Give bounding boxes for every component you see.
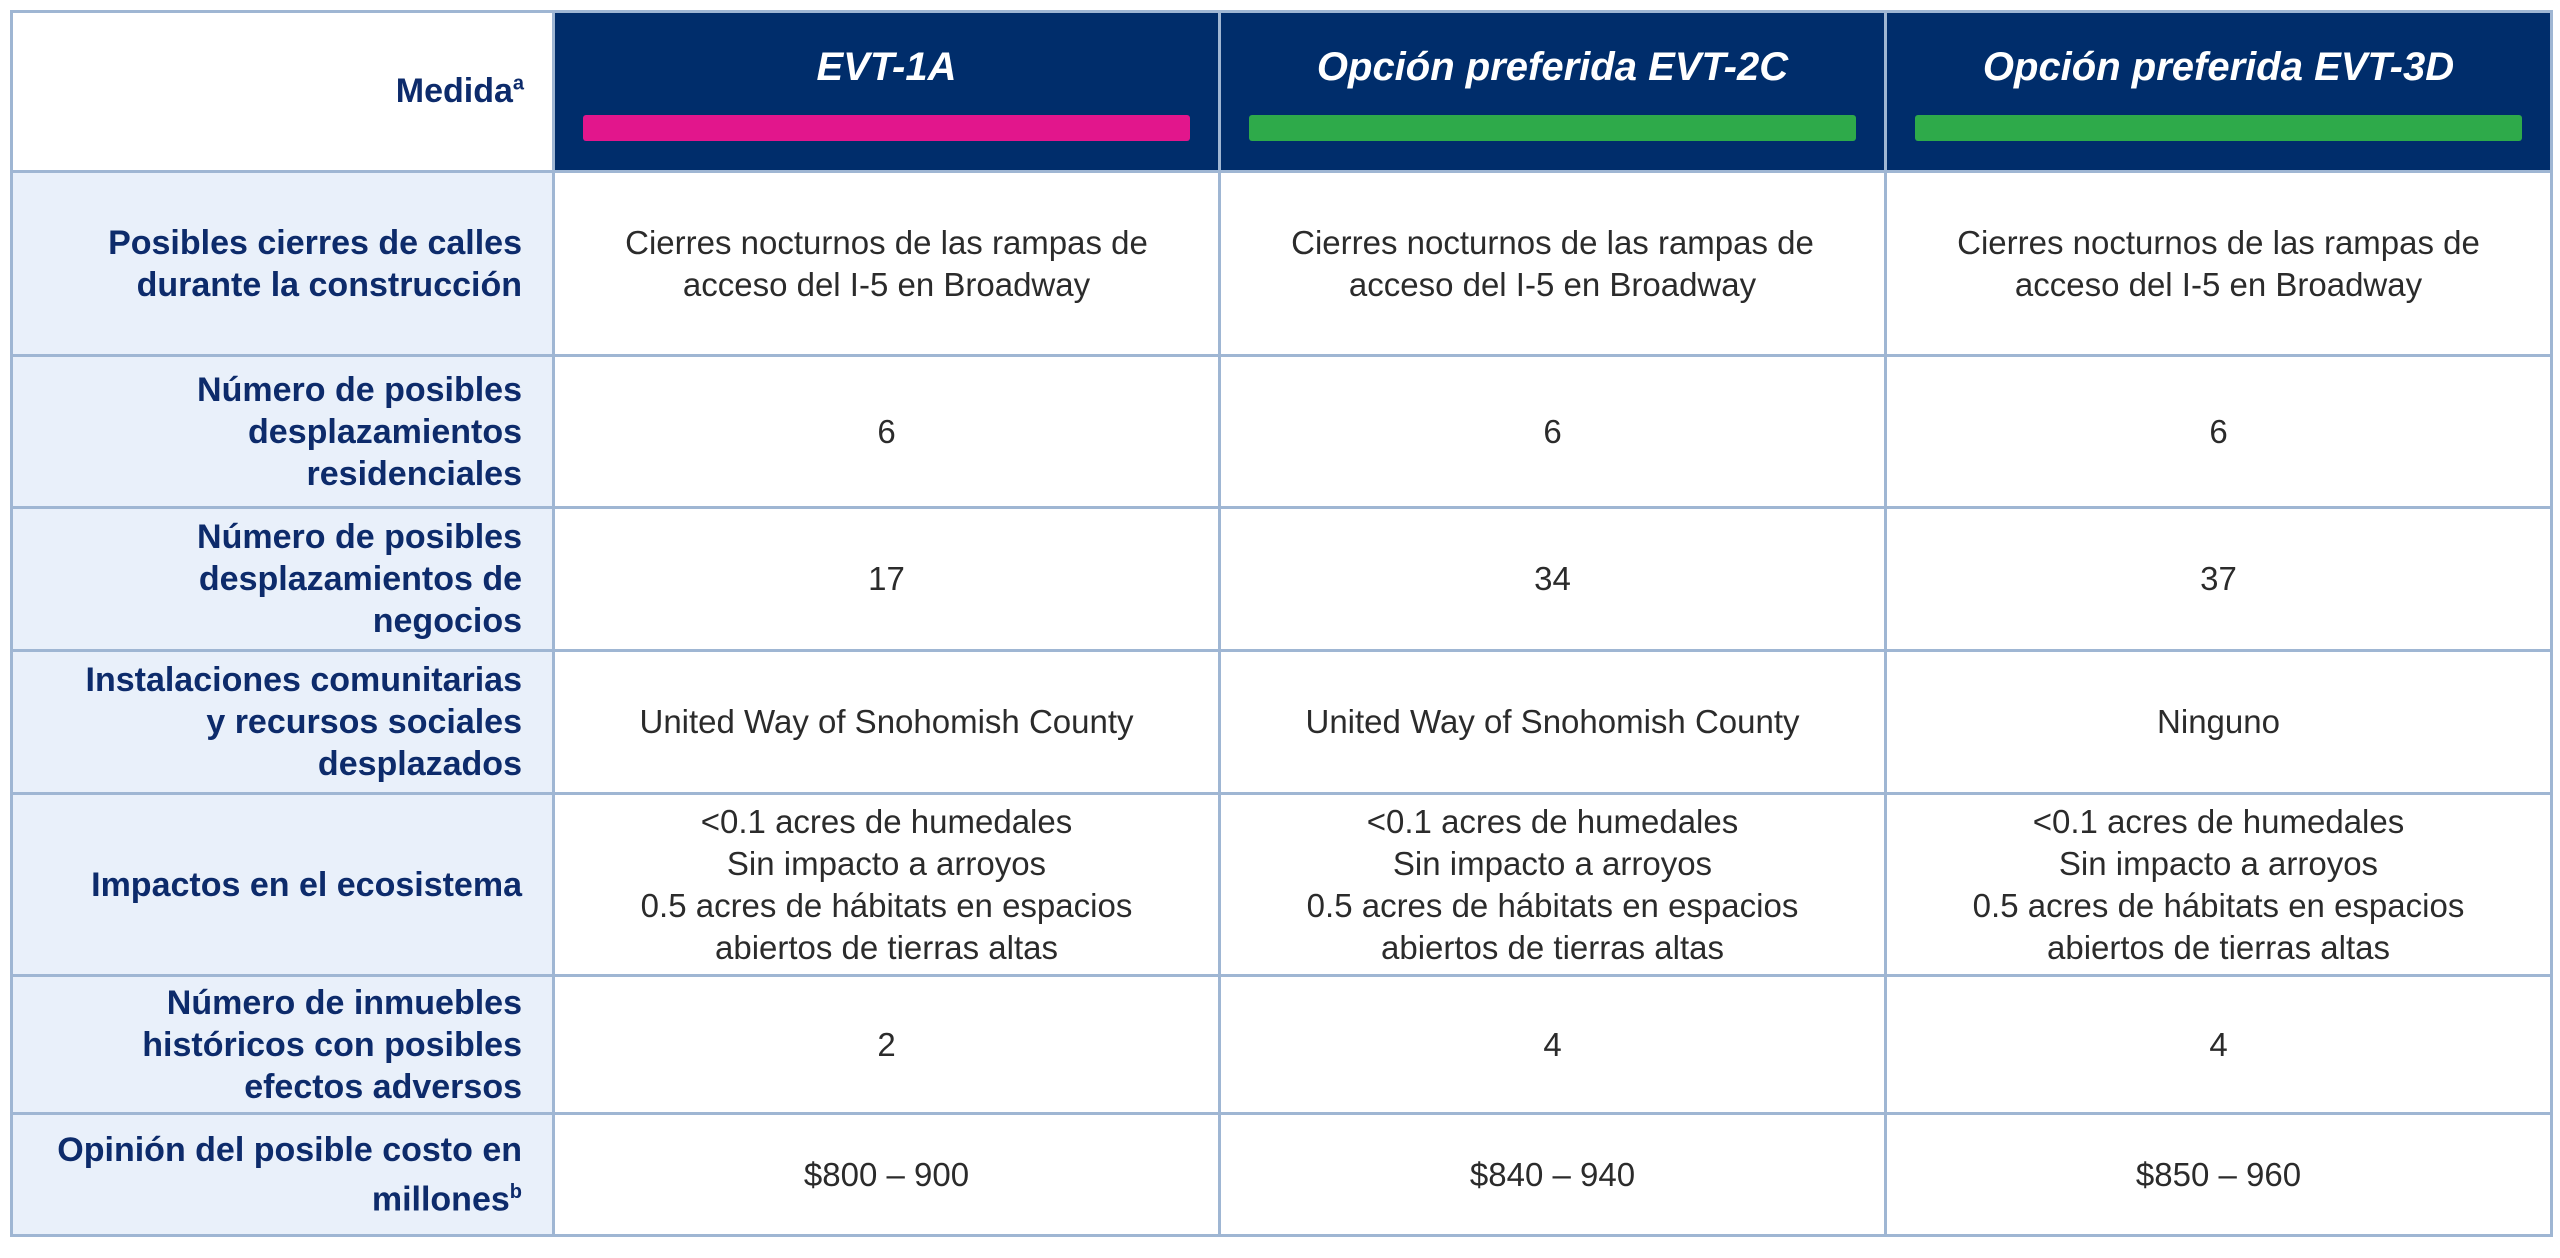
table-cell xyxy=(554,976,1220,1114)
row-label-line: residenciales xyxy=(306,454,522,493)
row-label xyxy=(12,356,554,508)
cell-text-line: abiertos de tierras altas xyxy=(714,928,1058,966)
cell-text-line: acceso del I-5 en Broadway xyxy=(1348,265,1757,303)
table-cell xyxy=(1886,1114,2552,1236)
measure-footnote-marker: a xyxy=(512,72,524,95)
table-cell xyxy=(1220,976,1886,1114)
cell-text-line: 6 xyxy=(877,412,896,450)
table-cell xyxy=(554,651,1220,794)
cell-text-line: Cierres nocturnos de las rampas de xyxy=(625,223,1148,261)
cell-text-line: Cierres nocturnos de las rampas de xyxy=(1291,223,1814,261)
row-label xyxy=(12,508,554,651)
row-label-line: Opinión del posible costo en xyxy=(57,1130,522,1169)
table-row xyxy=(12,1114,2552,1236)
cell-text-line: <0.1 acres de humedales xyxy=(2032,802,2405,840)
option-color-bar xyxy=(583,115,1190,141)
row-label-line: desplazamientos de xyxy=(198,560,522,598)
table-row xyxy=(12,976,2552,1114)
table-cell xyxy=(1886,172,2552,356)
option-color-bar xyxy=(1249,115,1856,141)
cell-text-line: $850 – 960 xyxy=(2135,1155,2302,1193)
cell-text-line: Sin impacto a arroyos xyxy=(2058,844,2379,882)
table-cell xyxy=(554,172,1220,356)
table-cell xyxy=(1886,508,2552,651)
table-row xyxy=(12,651,2552,794)
row-label xyxy=(12,976,554,1114)
cell-text-line: acceso del I-5 en Broadway xyxy=(2014,265,2423,303)
cell-text-line: 37 xyxy=(2200,560,2237,597)
cell-text-line: 6 xyxy=(1543,412,1562,450)
cell-text-line: $800 – 900 xyxy=(803,1155,970,1193)
cell-text-line: 17 xyxy=(868,560,905,597)
row-label-line: negocios xyxy=(372,602,522,640)
cell-text-line: 4 xyxy=(2209,1025,2228,1063)
cell-text-line: 2 xyxy=(877,1025,896,1063)
cell-text-line: United Way of Snohomish County xyxy=(1305,703,1800,740)
row-label-line: desplazados xyxy=(317,745,522,783)
comparison-table-wrapper xyxy=(10,10,2553,1237)
row-label-line: efectos adversos xyxy=(244,1067,522,1106)
option-title: Opción preferida EVT-2C xyxy=(1316,45,1789,89)
table-cell xyxy=(1886,976,2552,1114)
row-label xyxy=(12,651,554,794)
table-cell xyxy=(554,1114,1220,1236)
cell-text-line: 0.5 acres de hábitats en espacios xyxy=(1306,886,1799,924)
table-cell xyxy=(1886,651,2552,794)
row-label-line: Número de posibles xyxy=(197,518,522,556)
cell-text-line: Ninguno xyxy=(2157,703,2280,740)
cell-text-line: 4 xyxy=(1543,1025,1562,1063)
measure-header-label: Medida xyxy=(395,72,513,110)
cell-text-line: 0.5 acres de hábitats en espacios xyxy=(1972,886,2465,924)
table-cell xyxy=(554,508,1220,651)
table-row xyxy=(12,508,2552,651)
option-color-bar xyxy=(1915,115,2522,141)
cell-text-line: Sin impacto a arroyos xyxy=(1392,844,1713,882)
cell-text-line: abiertos de tierras altas xyxy=(2046,928,2390,966)
table-cell xyxy=(554,356,1220,508)
cell-text-line: abiertos de tierras altas xyxy=(1380,928,1724,966)
row-label-line xyxy=(33,1171,522,1220)
row-label xyxy=(12,794,554,976)
table-cell xyxy=(1886,794,2552,976)
row-label-line: Posibles cierres de calles xyxy=(108,223,522,262)
table-row xyxy=(12,794,2552,976)
header-row xyxy=(12,12,2552,172)
table-row xyxy=(12,172,2552,356)
cell-text-line: acceso del I-5 en Broadway xyxy=(682,265,1091,303)
table-cell xyxy=(1220,794,1886,976)
row-label-text: millones xyxy=(371,1180,510,1219)
row-label-line: Número de inmuebles xyxy=(166,983,522,1022)
cell-text-line: Cierres nocturnos de las rampas de xyxy=(1957,223,2480,261)
row-label-line: Impactos en el ecosistema xyxy=(91,865,522,904)
row-label-line: históricos con posibles xyxy=(142,1025,522,1064)
cell-text-line: 0.5 acres de hábitats en espacios xyxy=(640,886,1133,924)
table-cell xyxy=(554,794,1220,976)
option-title: EVT-1A xyxy=(816,45,957,89)
table-cell xyxy=(1220,1114,1886,1236)
row-footnote-marker: b xyxy=(509,1180,522,1203)
row-label-line: Instalaciones comunitarias xyxy=(85,661,522,699)
measure-header xyxy=(12,12,554,172)
table-cell xyxy=(1220,356,1886,508)
option-header-evt-3d xyxy=(1886,12,2552,172)
table-cell xyxy=(1886,356,2552,508)
option-title: Opción preferida EVT-3D xyxy=(1982,45,2455,89)
cell-text-line: <0.1 acres de humedales xyxy=(1366,802,1739,840)
row-label-line: y recursos sociales xyxy=(206,703,522,741)
row-label-line: desplazamientos xyxy=(248,412,522,451)
row-label-line: durante la construcción xyxy=(136,265,522,304)
option-header-evt-2c xyxy=(1220,12,1886,172)
cell-text-line: United Way of Snohomish County xyxy=(639,703,1134,740)
table-cell xyxy=(1220,651,1886,794)
cell-text-line: <0.1 acres de humedales xyxy=(700,802,1073,840)
row-label xyxy=(12,1114,554,1236)
cell-text-line: 6 xyxy=(2209,412,2228,450)
cell-text-line: $840 – 940 xyxy=(1469,1155,1636,1193)
row-label-line: Número de posibles xyxy=(197,370,522,409)
cell-text-line: 34 xyxy=(1534,560,1571,597)
option-header-evt-1a xyxy=(554,12,1220,172)
table-row xyxy=(12,356,2552,508)
cell-text-line: Sin impacto a arroyos xyxy=(726,844,1047,882)
table-cell xyxy=(1220,172,1886,356)
comparison-table xyxy=(10,10,2553,1237)
row-label xyxy=(12,172,554,356)
table-cell xyxy=(1220,508,1886,651)
table-body xyxy=(12,172,2552,1236)
